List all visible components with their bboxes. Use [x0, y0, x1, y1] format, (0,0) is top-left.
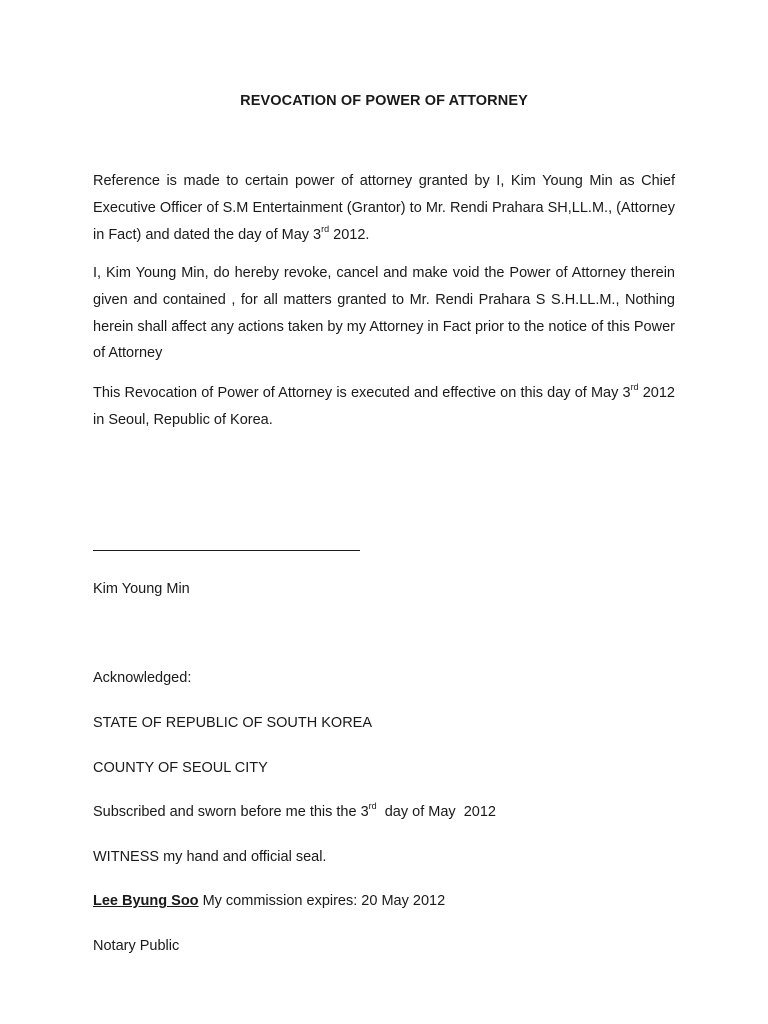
revocation-paragraph: I, Kim Young Min, do hereby revoke, cancel and make void the Power of Attorney therein given and contained , for all matters granted to Mr. Rendi Prahara S S.H.LL.M., Nothing herein shall affect any actions taken by my Attorney in Fact prior to the notice of this Power of Attorney: [93, 265, 675, 362]
subscribed-text: Subscribed and sworn before me this the 3: [93, 804, 369, 820]
document-title: REVOCATION OF POWER OF ATTORNEY: [240, 93, 528, 109]
subscribed-line: [93, 803, 496, 821]
execution-text-end: 2012 in Seoul, Republic of Korea.: [93, 385, 675, 428]
subscribed-ordinal-suffix: rd: [368, 801, 377, 812]
execution-ordinal-suffix: rd: [630, 382, 639, 393]
county-line: COUNTY OF SEOUL CITY: [93, 760, 268, 776]
execution-paragraph: [93, 380, 675, 434]
subscribed-text-end: day of May 2012: [376, 804, 496, 820]
notary-title: Notary Public: [93, 938, 180, 954]
reference-text: Reference is made to certain power of attorney granted by I, Kim Young Min as Chief Executive Officer of S.M Entertainment (Grantor) to Mr. Rendi Prahara SH,LL.M., (Attorney in Fact) and dated the day of May 3: [93, 173, 675, 243]
state-line: STATE OF REPUBLIC OF SOUTH KOREA: [93, 715, 373, 731]
date-ordinal-suffix: rd: [321, 223, 330, 234]
witness-line: WITNESS my hand and official seal.: [93, 849, 327, 865]
signature-line: [93, 550, 360, 551]
signatory-name: Kim Young Min: [93, 581, 190, 597]
reference-paragraph: [93, 168, 675, 248]
notary-name: Lee Byung Soo: [93, 893, 199, 909]
execution-text: This Revocation of Power of Attorney is executed and effective on this day of May 3: [93, 385, 631, 401]
reference-text-end: 2012.: [329, 226, 370, 243]
commission-expiry-text: My commission expires: 20 May 2012: [198, 893, 446, 909]
notary-commission-line: [93, 892, 445, 910]
acknowledged-label: Acknowledged:: [93, 670, 192, 686]
